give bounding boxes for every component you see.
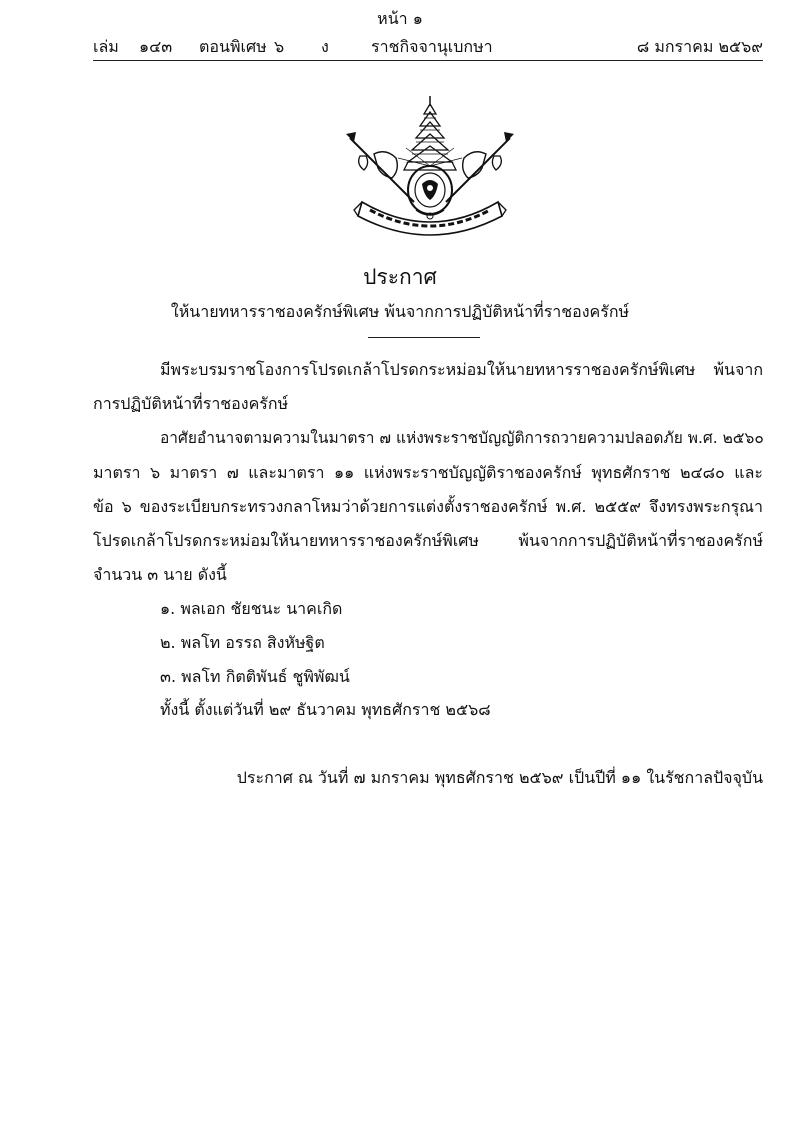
- volume-number: ๑๔๓: [139, 37, 173, 56]
- paragraph-2-line-5: จำนวน ๓ นาย ดังนี้: [93, 565, 227, 584]
- gazette-header: [93, 36, 763, 61]
- title-divider: [368, 337, 480, 338]
- announcement-title: ประกาศ: [363, 265, 437, 289]
- list-item: ๒. พลโท อรรถ สิงหัษฐิต: [160, 633, 325, 652]
- page-number: หน้า ๑: [377, 9, 423, 28]
- section-letter: ง: [321, 37, 329, 56]
- paragraph-2-line-1: อาศัยอำนาจตามความในมาตรา ๗ แห่งพระราชบัญญัติการถวายความปลอดภัย พ.ศ. ๒๕๖๐: [160, 429, 764, 447]
- paragraph-2-line-2: มาตรา ๖ มาตรา ๗ และมาตรา ๑๑ แห่งพระราชบัญญัติราชองครักษ์ พุทธศักราช ๒๔๘๐ และ: [93, 463, 763, 482]
- gazette-name: ราชกิจจานุเบกษา: [371, 37, 493, 56]
- paragraph-1-line-2: การปฏิบัติหน้าที่ราชองครักษ์: [93, 394, 289, 413]
- volume-label: เล่ม: [93, 37, 119, 56]
- paragraph-2-line-3: ข้อ ๖ ของระเบียบกระทรวงกลาโหมว่าด้วยการแต่งตั้งราชองครักษ์ พ.ศ. ๒๕๕๙ จึงทรงพระกรุณา: [93, 497, 763, 516]
- section-number: ๖: [274, 37, 285, 56]
- section-label: ตอนพิเศษ: [199, 37, 267, 56]
- paragraph-2-line-4: โปรดเกล้าโปรดกระหม่อมให้นายทหารราชองครักษ์พิเศษ พ้นจากการปฏิบัติหน้าที่ราชองครักษ์: [93, 531, 763, 550]
- signature-line: ประกาศ ณ วันที่ ๗ มกราคม พุทธศักราช ๒๕๖๙ เป็นปีที่ ๑๑ ในรัชกาลปัจจุบัน: [236, 768, 763, 787]
- effective-date: ทั้งนี้ ตั้งแต่วันที่ ๒๙ ธันวาคม พุทธศักราช ๒๕๖๘: [160, 700, 491, 719]
- royal-emblem-icon: [340, 92, 520, 242]
- paragraph-1-line-1: มีพระบรมราชโองการโปรดเกล้าโปรดกระหม่อมให้นายทหารราชองครักษ์พิเศษ พ้นจาก: [160, 360, 763, 379]
- issue-date: ๘ มกราคม ๒๕๖๙: [636, 37, 763, 56]
- list-item: ๑. พลเอก ชัยชนะ นาคเกิด: [160, 599, 343, 618]
- list-item: ๓. พลโท กิตติพันธ์ ชูพิพัฒน์: [160, 667, 350, 686]
- announcement-subtitle: ให้นายทหารราชองครักษ์พิเศษ พ้นจากการปฏิบัติหน้าที่ราชองครักษ์: [170, 302, 630, 321]
